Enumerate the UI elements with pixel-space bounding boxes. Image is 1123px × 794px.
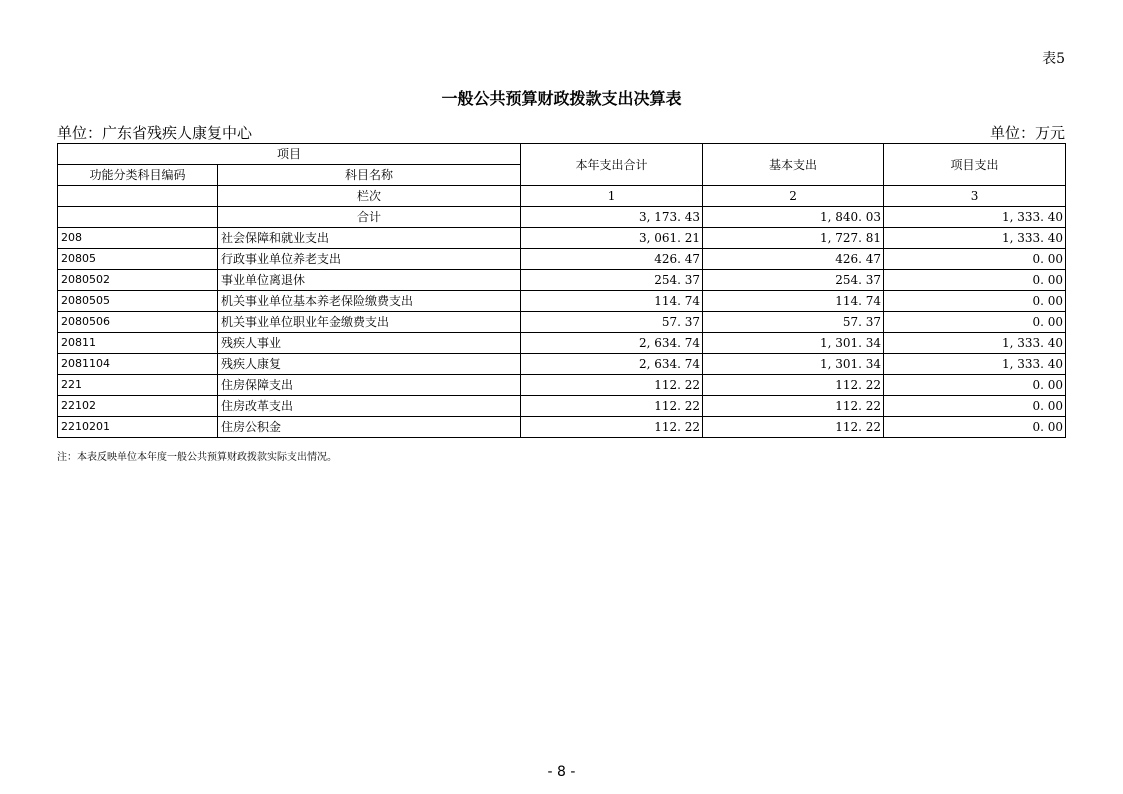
table-row <box>58 375 1066 396</box>
column-order-blank <box>58 186 218 207</box>
header-project-expense: 项目支出 <box>884 144 1066 186</box>
header-basic: 基本支出 <box>703 144 884 186</box>
row-name: 住房保障支出 <box>218 375 521 396</box>
row-project: 0. 00 <box>884 375 1066 396</box>
row-name: 住房公积金 <box>218 417 521 438</box>
budget-table <box>57 143 1066 438</box>
page-title: 一般公共预算财政拨款支出决算表 <box>441 89 682 108</box>
table-row <box>58 291 1066 312</box>
row-project: 0. 00 <box>884 417 1066 438</box>
column-order-3: 3 <box>884 186 1066 207</box>
row-code: 2210201 <box>58 417 218 438</box>
row-total: 112. 22 <box>521 417 703 438</box>
total-project: 1, 333. 40 <box>884 207 1066 228</box>
row-project: 1, 333. 40 <box>884 354 1066 375</box>
row-code: 2081104 <box>58 354 218 375</box>
unit-organization: 单位：广东省残疾人康复中心 <box>57 124 253 142</box>
row-total: 114. 74 <box>521 291 703 312</box>
row-project: 1, 333. 40 <box>884 333 1066 354</box>
row-code: 20805 <box>58 249 218 270</box>
row-total: 254. 37 <box>521 270 703 291</box>
row-basic: 57. 37 <box>703 312 884 333</box>
row-code: 2080502 <box>58 270 218 291</box>
row-name: 机关事业单位职业年金缴费支出 <box>218 312 521 333</box>
column-order-label: 栏次 <box>218 186 521 207</box>
page-number: - 8 - <box>547 764 576 780</box>
row-name: 社会保障和就业支出 <box>218 228 521 249</box>
row-code: 20811 <box>58 333 218 354</box>
row-code: 2080505 <box>58 291 218 312</box>
row-basic: 1, 301. 34 <box>703 354 884 375</box>
table-footnote: 注：本表反映单位本年度一般公共预算财政拨款实际支出情况。 <box>57 452 337 463</box>
table-row <box>58 417 1066 438</box>
column-order-2: 2 <box>703 186 884 207</box>
header-total: 本年支出合计 <box>521 144 703 186</box>
table-number-label: 表5 <box>1042 51 1065 67</box>
row-code: 2080506 <box>58 312 218 333</box>
row-total: 3, 061. 21 <box>521 228 703 249</box>
total-row <box>58 207 1066 228</box>
row-project: 0. 00 <box>884 270 1066 291</box>
row-code: 208 <box>58 228 218 249</box>
total-basic: 1, 840. 03 <box>703 207 884 228</box>
row-basic: 112. 22 <box>703 417 884 438</box>
row-code: 221 <box>58 375 218 396</box>
header-row-1 <box>58 144 1066 165</box>
row-total: 2, 634. 74 <box>521 354 703 375</box>
row-total: 57. 37 <box>521 312 703 333</box>
row-name: 事业单位离退休 <box>218 270 521 291</box>
row-basic: 114. 74 <box>703 291 884 312</box>
row-basic: 1, 727. 81 <box>703 228 884 249</box>
column-order-row <box>58 186 1066 207</box>
row-basic: 1, 301. 34 <box>703 333 884 354</box>
row-project: 0. 00 <box>884 249 1066 270</box>
total-label: 合计 <box>218 207 521 228</box>
header-project: 项目 <box>58 144 521 165</box>
unit-currency: 单位：万元 <box>989 124 1065 142</box>
row-total: 2, 634. 74 <box>521 333 703 354</box>
row-project: 1, 333. 40 <box>884 228 1066 249</box>
table-row <box>58 333 1066 354</box>
row-name: 行政事业单位养老支出 <box>218 249 521 270</box>
row-code: 22102 <box>58 396 218 417</box>
table-row <box>58 249 1066 270</box>
row-basic: 112. 22 <box>703 396 884 417</box>
row-total: 426. 47 <box>521 249 703 270</box>
row-basic: 112. 22 <box>703 375 884 396</box>
table-row <box>58 354 1066 375</box>
row-total: 112. 22 <box>521 375 703 396</box>
row-name: 机关事业单位基本养老保险缴费支出 <box>218 291 521 312</box>
row-total: 112. 22 <box>521 396 703 417</box>
table-row <box>58 396 1066 417</box>
row-basic: 426. 47 <box>703 249 884 270</box>
header-name: 科目名称 <box>218 165 521 186</box>
total-total: 3, 173. 43 <box>521 207 703 228</box>
table-row <box>58 270 1066 291</box>
row-project: 0. 00 <box>884 396 1066 417</box>
row-project: 0. 00 <box>884 291 1066 312</box>
row-name: 残疾人事业 <box>218 333 521 354</box>
table-row <box>58 312 1066 333</box>
row-project: 0. 00 <box>884 312 1066 333</box>
row-name: 残疾人康复 <box>218 354 521 375</box>
column-order-1: 1 <box>521 186 703 207</box>
header-code: 功能分类科目编码 <box>58 165 218 186</box>
row-name: 住房改革支出 <box>218 396 521 417</box>
total-code-blank <box>58 207 218 228</box>
table-row <box>58 228 1066 249</box>
row-basic: 254. 37 <box>703 270 884 291</box>
